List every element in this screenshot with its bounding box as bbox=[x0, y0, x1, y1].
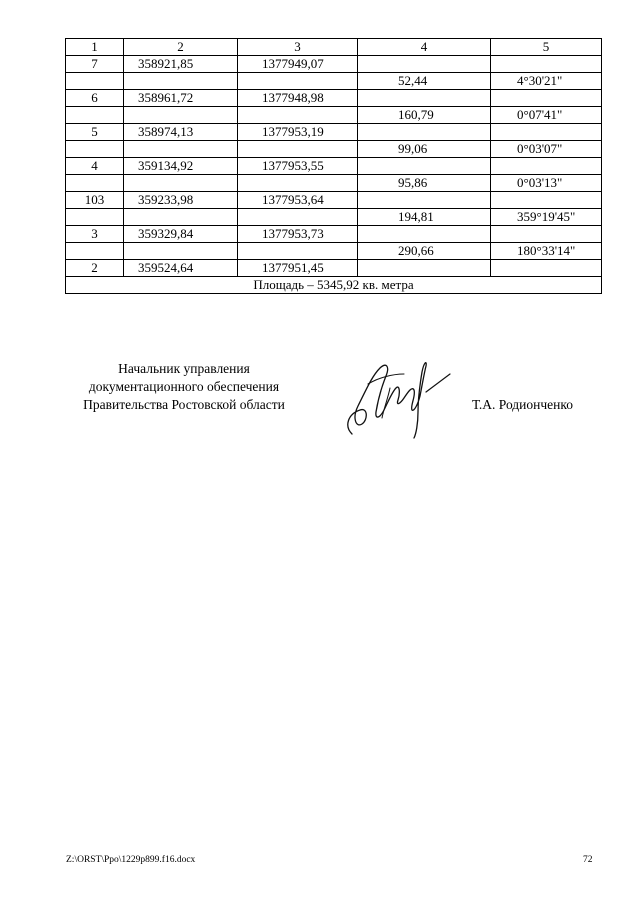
table-row bbox=[66, 141, 602, 158]
y-coordinate bbox=[238, 141, 358, 158]
footer-file-path: Z:\ORST\Ppo\1229p899.f16.docx bbox=[66, 855, 196, 865]
segment-length: 95,86 bbox=[358, 175, 491, 192]
x-coordinate: 359524,64 bbox=[124, 260, 238, 277]
y-coordinate bbox=[238, 209, 358, 226]
table-row bbox=[66, 158, 602, 175]
segment-length: 290,66 bbox=[358, 243, 491, 260]
point-number: 6 bbox=[66, 90, 124, 107]
point-number: 3 bbox=[66, 226, 124, 243]
point-number bbox=[66, 243, 124, 260]
segment-length bbox=[358, 56, 491, 73]
segment-length bbox=[358, 124, 491, 141]
segment-length: 52,44 bbox=[358, 73, 491, 90]
x-coordinate: 358961,72 bbox=[124, 90, 238, 107]
segment-length bbox=[358, 158, 491, 175]
y-coordinate: 1377953,55 bbox=[238, 158, 358, 175]
signer-position bbox=[64, 360, 304, 414]
y-coordinate: 1377948,98 bbox=[238, 90, 358, 107]
x-coordinate bbox=[124, 73, 238, 90]
table-row bbox=[66, 175, 602, 192]
x-coordinate: 358921,85 bbox=[124, 56, 238, 73]
direction-angle bbox=[491, 192, 602, 209]
point-number bbox=[66, 209, 124, 226]
y-coordinate bbox=[238, 73, 358, 90]
x-coordinate: 359233,98 bbox=[124, 192, 238, 209]
table-row bbox=[66, 243, 602, 260]
area-row bbox=[66, 277, 602, 294]
y-coordinate: 1377953,64 bbox=[238, 192, 358, 209]
x-coordinate bbox=[124, 141, 238, 158]
point-number: 5 bbox=[66, 124, 124, 141]
point-number bbox=[66, 175, 124, 192]
point-number bbox=[66, 73, 124, 90]
y-coordinate bbox=[238, 107, 358, 124]
table-row bbox=[66, 226, 602, 243]
direction-angle: 4°30'21" bbox=[491, 73, 602, 90]
point-number: 4 bbox=[66, 158, 124, 175]
coordinates-table bbox=[65, 38, 602, 294]
table-row bbox=[66, 192, 602, 209]
direction-angle: 180°33'14" bbox=[491, 243, 602, 260]
signer-position-line: Начальник управления bbox=[118, 361, 250, 376]
area-total: Площадь – 5345,92 кв. метра bbox=[66, 277, 602, 294]
segment-length bbox=[358, 90, 491, 107]
x-coordinate: 359134,92 bbox=[124, 158, 238, 175]
column-header: 5 bbox=[491, 39, 602, 56]
table-header-row bbox=[66, 39, 602, 56]
direction-angle bbox=[491, 56, 602, 73]
direction-angle bbox=[491, 158, 602, 175]
point-number bbox=[66, 107, 124, 124]
point-number bbox=[66, 141, 124, 158]
handwritten-signature bbox=[338, 348, 458, 440]
y-coordinate: 1377951,45 bbox=[238, 260, 358, 277]
direction-angle bbox=[491, 226, 602, 243]
direction-angle: 0°03'13" bbox=[491, 175, 602, 192]
table-row bbox=[66, 90, 602, 107]
column-header: 1 bbox=[66, 39, 124, 56]
column-header: 2 bbox=[124, 39, 238, 56]
segment-length: 99,06 bbox=[358, 141, 491, 158]
table-row bbox=[66, 56, 602, 73]
segment-length bbox=[358, 192, 491, 209]
table-row bbox=[66, 107, 602, 124]
segment-length bbox=[358, 260, 491, 277]
x-coordinate bbox=[124, 209, 238, 226]
x-coordinate: 359329,84 bbox=[124, 226, 238, 243]
x-coordinate: 358974,13 bbox=[124, 124, 238, 141]
point-number: 2 bbox=[66, 260, 124, 277]
x-coordinate bbox=[124, 107, 238, 124]
table-row bbox=[66, 209, 602, 226]
point-number: 7 bbox=[66, 56, 124, 73]
x-coordinate bbox=[124, 243, 238, 260]
table-row bbox=[66, 124, 602, 141]
column-header: 3 bbox=[238, 39, 358, 56]
signer-name: Т.А. Родионченко bbox=[472, 397, 573, 412]
page-number: 72 bbox=[583, 855, 593, 865]
signer-position-line: документационного обеспечения bbox=[88, 379, 280, 394]
segment-length: 194,81 bbox=[358, 209, 491, 226]
point-number: 103 bbox=[66, 192, 124, 209]
direction-angle bbox=[491, 124, 602, 141]
x-coordinate bbox=[124, 175, 238, 192]
column-header: 4 bbox=[358, 39, 491, 56]
direction-angle bbox=[491, 260, 602, 277]
direction-angle: 359°19'45" bbox=[491, 209, 602, 226]
y-coordinate: 1377953,73 bbox=[238, 226, 358, 243]
direction-angle: 0°07'41" bbox=[491, 107, 602, 124]
table-row bbox=[66, 260, 602, 277]
y-coordinate: 1377949,07 bbox=[238, 56, 358, 73]
y-coordinate bbox=[238, 243, 358, 260]
table-row bbox=[66, 73, 602, 90]
y-coordinate: 1377953,19 bbox=[238, 124, 358, 141]
segment-length: 160,79 bbox=[358, 107, 491, 124]
y-coordinate bbox=[238, 175, 358, 192]
direction-angle: 0°03'07" bbox=[491, 141, 602, 158]
segment-length bbox=[358, 226, 491, 243]
direction-angle bbox=[491, 90, 602, 107]
signer-position-line: Правительства Ростовской области bbox=[83, 397, 285, 412]
